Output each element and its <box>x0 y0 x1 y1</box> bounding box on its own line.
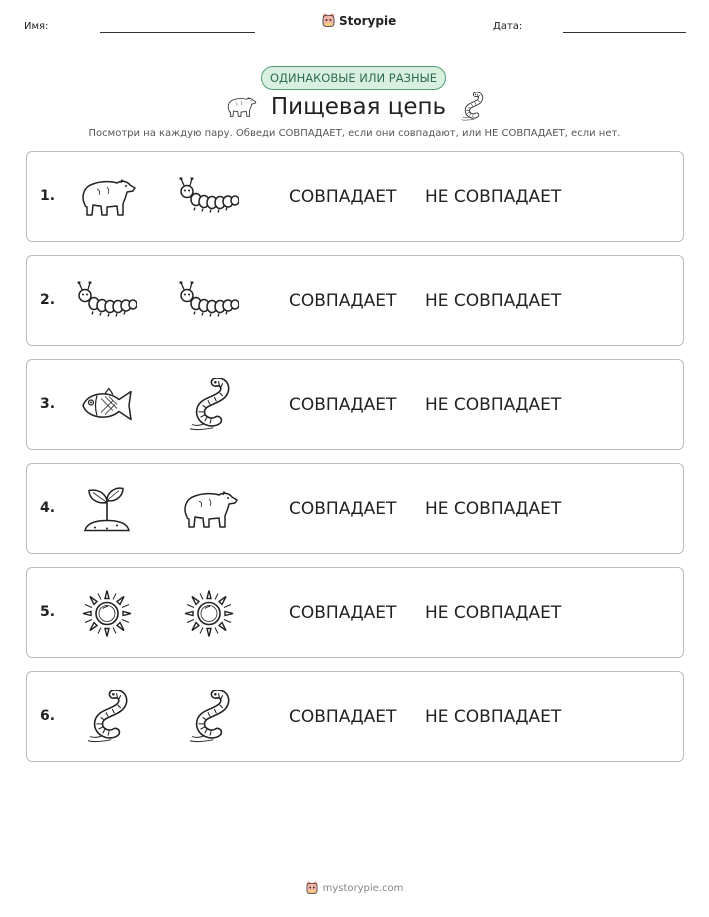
not-same-option[interactable]: НЕ СОВПАДАЕТ <box>425 187 562 207</box>
fish-icon <box>77 378 137 433</box>
date-label: Дата: <box>493 21 523 32</box>
sun-icon <box>77 586 137 641</box>
sun-icon <box>179 586 239 641</box>
footer-site-link[interactable]: mystorypie.com <box>322 882 404 894</box>
row-number: 2. <box>40 292 56 308</box>
same-option[interactable]: СОВПАДАЕТ <box>289 291 397 311</box>
worksheet-type-badge: ОДИНАКОВЫЕ ИЛИ РАЗНЫЕ <box>261 66 446 90</box>
match-row-6 <box>26 671 684 762</box>
match-row-1 <box>26 151 684 242</box>
date-line[interactable] <box>563 32 686 33</box>
match-row-5 <box>26 567 684 658</box>
not-same-option[interactable]: НЕ СОВПАДАЕТ <box>425 291 562 311</box>
name-line[interactable] <box>100 32 255 33</box>
same-option[interactable]: СОВПАДАЕТ <box>289 707 397 727</box>
caterpillar-icon <box>77 274 137 329</box>
same-option[interactable]: СОВПАДАЕТ <box>289 395 397 415</box>
bear-icon <box>179 482 239 537</box>
not-same-option[interactable]: НЕ СОВПАДАЕТ <box>425 603 562 623</box>
row-number: 6. <box>40 708 56 724</box>
not-same-option[interactable]: НЕ СОВПАДАЕТ <box>425 499 562 519</box>
title-row <box>0 92 709 122</box>
brand-name: Storypie <box>339 13 397 28</box>
row-number: 1. <box>40 188 56 204</box>
worm-icon <box>179 690 239 745</box>
brand-logo <box>322 13 396 28</box>
row-number: 5. <box>40 604 56 620</box>
match-row-2 <box>26 255 684 346</box>
same-option[interactable]: СОВПАДАЕТ <box>289 603 397 623</box>
row-number: 3. <box>40 396 56 412</box>
page-title: Пищевая цепь <box>270 94 447 120</box>
not-same-option[interactable]: НЕ СОВПАДАЕТ <box>425 395 562 415</box>
worm-icon <box>179 378 239 433</box>
footer <box>0 881 709 895</box>
match-row-3 <box>26 359 684 450</box>
worm-icon <box>460 92 484 122</box>
caterpillar-icon <box>179 274 239 329</box>
plant-icon <box>77 482 137 537</box>
match-row-4 <box>26 463 684 554</box>
bear-icon <box>225 94 257 120</box>
worm-icon <box>77 690 137 745</box>
storypie-mascot-icon <box>306 881 318 895</box>
bear-icon <box>77 170 137 225</box>
row-number: 4. <box>40 500 56 516</box>
caterpillar-icon <box>179 170 239 225</box>
storypie-mascot-icon <box>322 13 335 28</box>
instructions: Посмотри на каждую пару. Обведи СОВПАДАЕТ, если они совпадают, или НЕ СОВПАДАЕТ, если нет. <box>88 128 621 139</box>
same-option[interactable]: СОВПАДАЕТ <box>289 187 397 207</box>
name-label: Имя: <box>24 21 49 32</box>
not-same-option[interactable]: НЕ СОВПАДАЕТ <box>425 707 562 727</box>
same-option[interactable]: СОВПАДАЕТ <box>289 499 397 519</box>
